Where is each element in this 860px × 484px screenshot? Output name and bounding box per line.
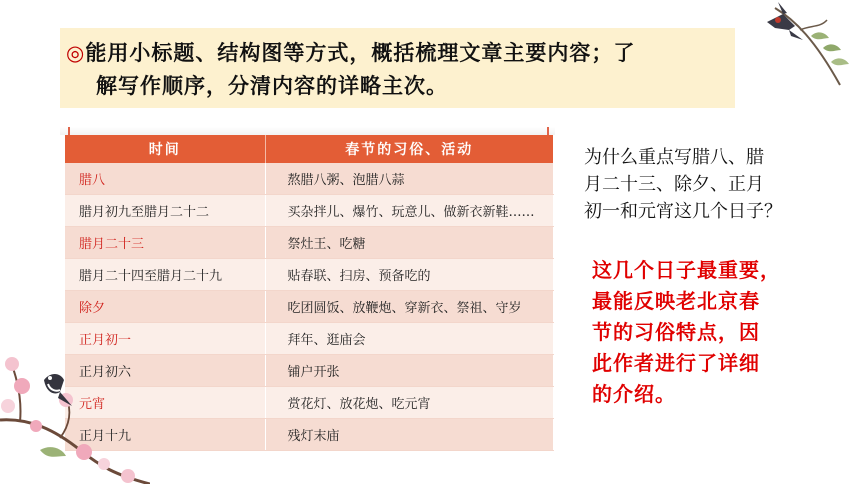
question-text [584, 144, 824, 225]
table-row [65, 195, 553, 227]
question-line: 为什么重点写腊八、腊 [584, 147, 764, 168]
objective-line-1 [66, 36, 725, 69]
answer-line: 的介绍。 [592, 382, 676, 406]
question-line: 初一和元宵这几个日子？ [584, 201, 782, 222]
answer-line: 节的习俗特点，因 [592, 320, 760, 344]
bullet-icon: ◎ [66, 40, 86, 65]
answer-line: 此作者进行了详细 [592, 351, 760, 375]
learning-objective-banner [60, 28, 735, 108]
column-header-customs: 春节的习俗、活动 [265, 135, 553, 163]
time-cell: 腊月二十四至腊月二十九 [65, 259, 265, 291]
time-cell: 腊八 [65, 163, 265, 195]
time-cell: 元宵 [65, 387, 265, 419]
activity-cell: 拜年、逛庙会 [265, 323, 553, 355]
table-row [65, 259, 553, 291]
time-cell: 正月初六 [65, 355, 265, 387]
activity-cell: 熬腊八粥、泡腊八蒜 [265, 163, 553, 195]
time-cell: 除夕 [65, 291, 265, 323]
objective-text-1: 能用小标题、结构图等方式，概括梳理文章主要内容；了 [85, 40, 636, 65]
activity-cell: 吃团圆饭、放鞭炮、穿新衣、祭祖、守岁 [265, 291, 553, 323]
activity-cell: 赏花灯、放花炮、吃元宵 [265, 387, 553, 419]
table-row [65, 291, 553, 323]
activity-cell: 贴春联、扫房、预备吃的 [265, 259, 553, 291]
time-cell: 腊月初九至腊月二十二 [65, 195, 265, 227]
answer-line: 最能反映老北京春 [592, 289, 760, 313]
time-cell: 腊月二十三 [65, 227, 265, 259]
activity-cell: 铺户开张 [265, 355, 553, 387]
swallow-branch-decoration [745, 0, 860, 95]
activity-cell: 祭灶王、吃糖 [265, 227, 553, 259]
question-line: 月二十三、除夕、正月 [584, 174, 764, 195]
activity-cell: 买杂拌儿、爆竹、玩意儿、做新衣新鞋…… [265, 195, 553, 227]
column-header-time: 时间 [65, 135, 265, 163]
answer-text [592, 255, 832, 410]
table-header-row [65, 135, 553, 163]
table-row [65, 227, 553, 259]
table-row [65, 163, 553, 195]
table-frame [60, 127, 555, 135]
time-cell: 正月十九 [65, 419, 265, 451]
answer-line: 这几个日子最重要， [592, 258, 781, 282]
plum-blossom-decoration [0, 340, 150, 484]
objective-line-2: 解写作顺序，分清内容的详略主次。 [96, 73, 448, 98]
activity-cell: 残灯末庙 [265, 419, 553, 451]
time-cell: 正月初一 [65, 323, 265, 355]
